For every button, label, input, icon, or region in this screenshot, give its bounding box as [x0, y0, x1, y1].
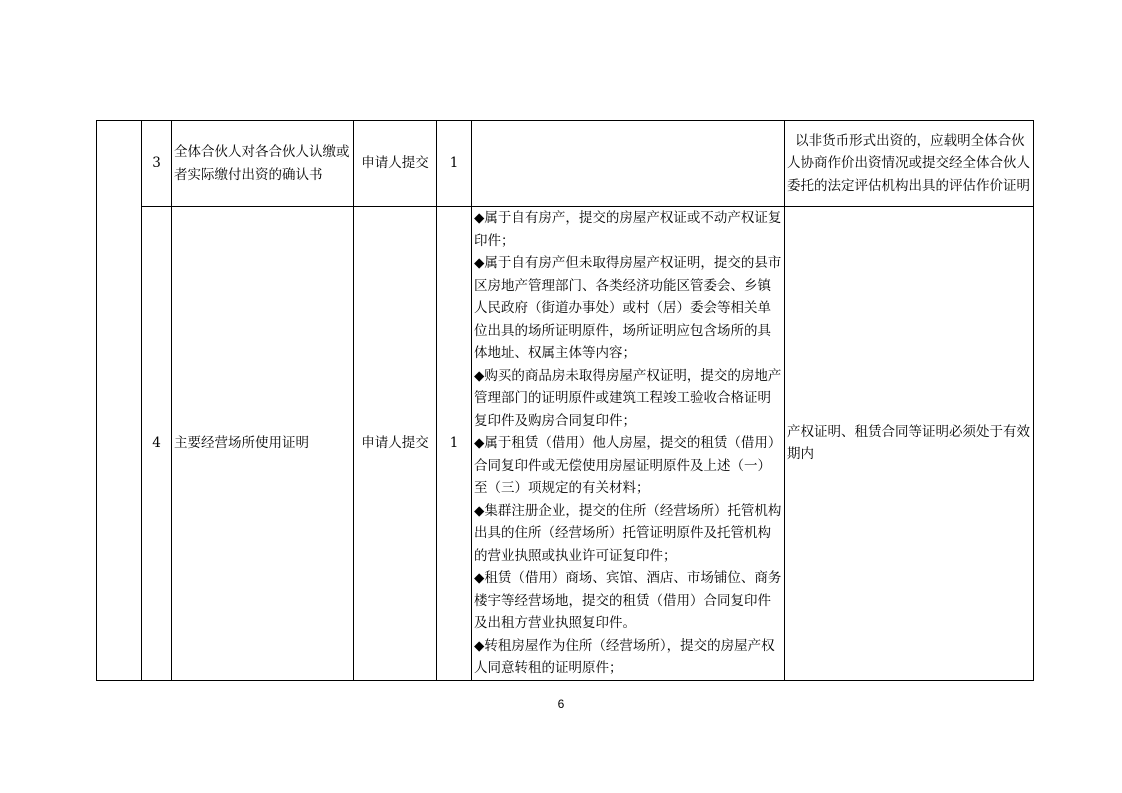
material-source: 申请人提交	[354, 121, 437, 207]
remarks-cell: 以非货币形式出资的，应载明全体合伙人协商作价出资情况或提交经全体合伙人委托的法定评估机构出具的评估作价证明	[785, 121, 1034, 207]
row-number: 3	[142, 121, 172, 207]
material-name: 主要经营场所使用证明	[172, 207, 354, 681]
category-cell	[97, 121, 142, 681]
row-number: 4	[142, 207, 172, 681]
material-name: 全体合伙人对各合伙人认缴或者实际缴付出资的确认书	[172, 121, 354, 207]
requirement-item: ◆租赁（借用）商场、宾馆、酒店、市场铺位、商务楼宇等经营场地，提交的租赁（借用）合同复印件及出租方营业执照复印件。	[474, 570, 782, 631]
requirement-item: ◆属于租赁（借用）他人房屋，提交的租赁（借用）合同复印件或无偿使用房屋证明原件及上述（一）至（三）项规定的有关材料；	[474, 435, 782, 496]
requirement-item: ◆属于自有房产，提交的房屋产权证或不动产权证复印件；	[474, 210, 782, 249]
page-number: 6	[557, 697, 565, 711]
copies-count: 1	[437, 207, 472, 681]
copies-count: 1	[437, 121, 472, 207]
table-row	[97, 121, 1034, 207]
requirement-item: ◆购买的商品房未取得房屋产权证明，提交的房地产管理部门的证明原件或建筑工程竣工验收合格证明复印件及购房合同复印件；	[474, 367, 782, 429]
requirements-cell	[472, 207, 785, 681]
table-row	[97, 207, 1034, 681]
material-source: 申请人提交	[354, 207, 437, 681]
remarks-cell: 产权证明、租赁合同等证明必须处于有效期内	[785, 207, 1034, 681]
requirement-item: ◆集群注册企业，提交的住所（经营场所）托管机构出具的住所（经营场所）托管证明原件及托管机构的营业执照或执业许可证复印件；	[474, 502, 782, 564]
requirements-cell	[472, 121, 785, 207]
requirement-item: ◆转租房屋作为住所（经营场所），提交的房屋产权人同意转租的证明原件；	[474, 637, 775, 676]
materials-table	[96, 120, 1034, 681]
requirement-item: ◆属于自有房产但未取得房屋产权证明，提交的县市区房地产管理部门、各类经济功能区管委会、乡镇人民政府（街道办事处）或村（居）委会等相关单位出具的场所证明原件，场所证明应包含场所的具体地址、权属主体等内容；	[474, 255, 782, 361]
